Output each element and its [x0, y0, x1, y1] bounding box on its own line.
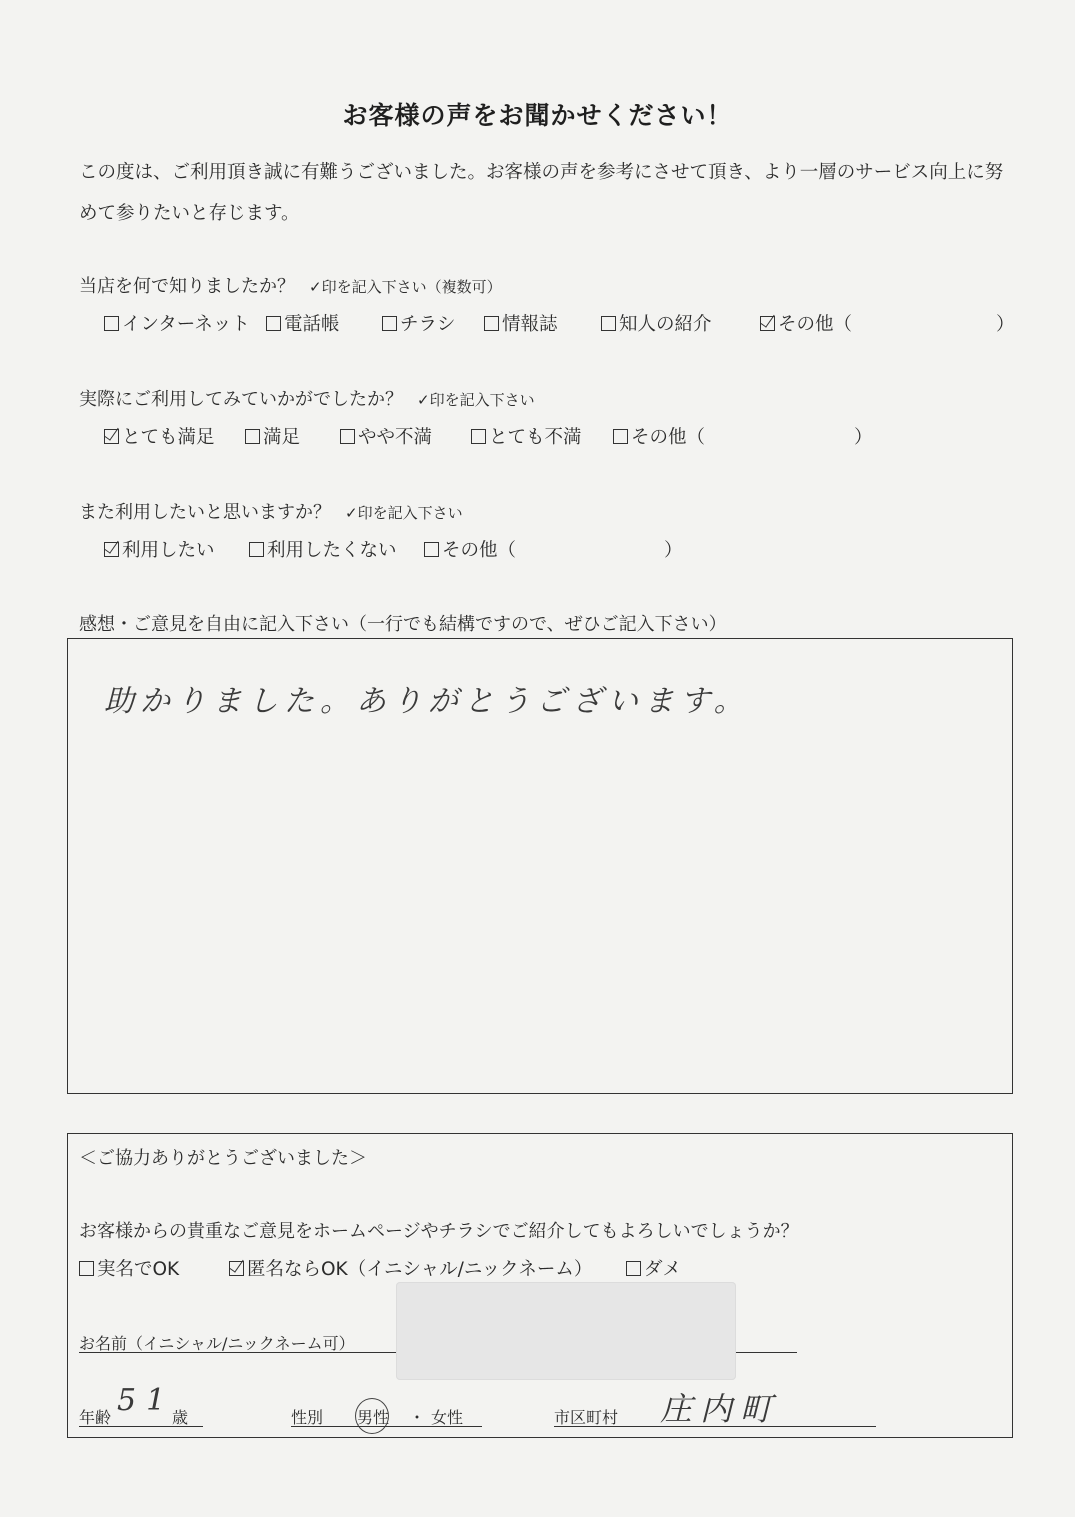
- age-unit: 歳: [172, 1408, 189, 1427]
- q2-option-satisfied[interactable]: 満足: [245, 423, 300, 449]
- consent-option-real-name[interactable]: 実名でOK: [79, 1255, 179, 1281]
- age-label: 年齢: [79, 1408, 112, 1427]
- checkbox-icon[interactable]: [382, 316, 397, 331]
- redaction-tape: [396, 1282, 736, 1380]
- consent-question: お客様からの貴重なご意見をホームページやチラシでご紹介してもよろしいでしょうか？: [79, 1221, 799, 1242]
- gender-label: 性別: [291, 1408, 324, 1427]
- checkbox-icon[interactable]: [424, 542, 439, 557]
- city-value: 庄内町: [660, 1390, 781, 1428]
- q3-question: また利用したいと思いますか？: [79, 502, 331, 523]
- checkbox-icon[interactable]: [249, 542, 264, 557]
- comments-handwritten-text: 助かりました。ありがとうございます。: [104, 684, 750, 719]
- checked-checkbox-icon[interactable]: [229, 1261, 244, 1276]
- q2-close-paren: ）: [854, 427, 873, 448]
- name-label: お名前（イニシャル/ニックネーム可）: [79, 1334, 355, 1353]
- q1-option-other[interactable]: その他（: [760, 310, 852, 336]
- comments-heading: 感想・ご意見を自由に記入下さい（一行でも結構ですので、ぜひご記入下さい）: [79, 614, 727, 635]
- q1-heading: [79, 272, 502, 298]
- age-value: 51: [117, 1383, 176, 1418]
- checkbox-icon[interactable]: [626, 1261, 641, 1276]
- q1-option-magazine[interactable]: 情報誌: [484, 310, 558, 336]
- consent-thanks: ＜ご協力ありがとうございました＞: [79, 1148, 367, 1169]
- consent-option-no[interactable]: ダメ: [626, 1255, 681, 1281]
- checked-checkbox-icon[interactable]: [760, 316, 775, 331]
- q2-option-very-unsatisfied[interactable]: とても不満: [471, 423, 582, 449]
- checkbox-icon[interactable]: [104, 316, 119, 331]
- q2-question: 実際にご利用してみていかがでしたか？: [79, 389, 403, 410]
- gender-underline: [291, 1426, 482, 1427]
- city-underline: [554, 1426, 876, 1427]
- q1-option-referral[interactable]: 知人の紹介: [601, 310, 712, 336]
- checked-checkbox-icon[interactable]: [104, 542, 119, 557]
- q2-heading: [79, 385, 535, 411]
- q1-option-phonebook[interactable]: 電話帳: [266, 310, 340, 336]
- checkbox-icon[interactable]: [601, 316, 616, 331]
- q3-note: ✓印を記入下さい: [345, 504, 463, 522]
- q2-option-other[interactable]: その他（: [613, 423, 705, 449]
- q1-question: 当店を何で知りましたか？: [79, 276, 295, 297]
- q2-note: ✓印を記入下さい: [417, 391, 535, 409]
- consent-option-anonymous[interactable]: 匿名ならOK（イニシャル/ニックネーム）: [229, 1255, 592, 1281]
- q3-close-paren: ）: [664, 540, 683, 561]
- checkbox-icon[interactable]: [79, 1261, 94, 1276]
- intro-line-1: この度は、ご利用頂き誠に有難うございました。お客様の声を参考にさせて頂き、より一層のサービス向上に努: [79, 162, 1004, 183]
- q1-option-flyer[interactable]: チラシ: [382, 310, 456, 336]
- q3-option-other[interactable]: その他（: [424, 536, 516, 562]
- checkbox-icon[interactable]: [471, 429, 486, 444]
- checkbox-icon[interactable]: [613, 429, 628, 444]
- gender-male[interactable]: 男性: [357, 1408, 390, 1427]
- checked-checkbox-icon[interactable]: [104, 429, 119, 444]
- checkbox-icon[interactable]: [266, 316, 281, 331]
- q1-close-paren: ）: [996, 314, 1015, 335]
- gender-female[interactable]: 女性: [431, 1408, 464, 1427]
- checkbox-icon[interactable]: [245, 429, 260, 444]
- checkbox-icon[interactable]: [340, 429, 355, 444]
- q1-option-internet[interactable]: インターネット: [104, 310, 250, 336]
- q2-option-somewhat-unsatisfied[interactable]: やや不満: [340, 423, 432, 449]
- q1-note: ✓印を記入下さい（複数可）: [309, 278, 502, 296]
- gender-separator: ・: [409, 1408, 426, 1427]
- q2-option-very-satisfied[interactable]: とても満足: [104, 423, 215, 449]
- checkbox-icon[interactable]: [484, 316, 499, 331]
- q3-option-yes[interactable]: 利用したい: [104, 536, 215, 562]
- age-underline: [79, 1426, 203, 1427]
- page-title: お客様の声をお聞かせください！: [342, 101, 733, 130]
- intro-line-2: めて参りたいと存じます。: [79, 203, 300, 224]
- q3-option-no[interactable]: 利用したくない: [249, 536, 397, 562]
- gender-male-circle-mark: [355, 1398, 389, 1434]
- city-label: 市区町村: [554, 1408, 619, 1427]
- q3-heading: [79, 498, 463, 524]
